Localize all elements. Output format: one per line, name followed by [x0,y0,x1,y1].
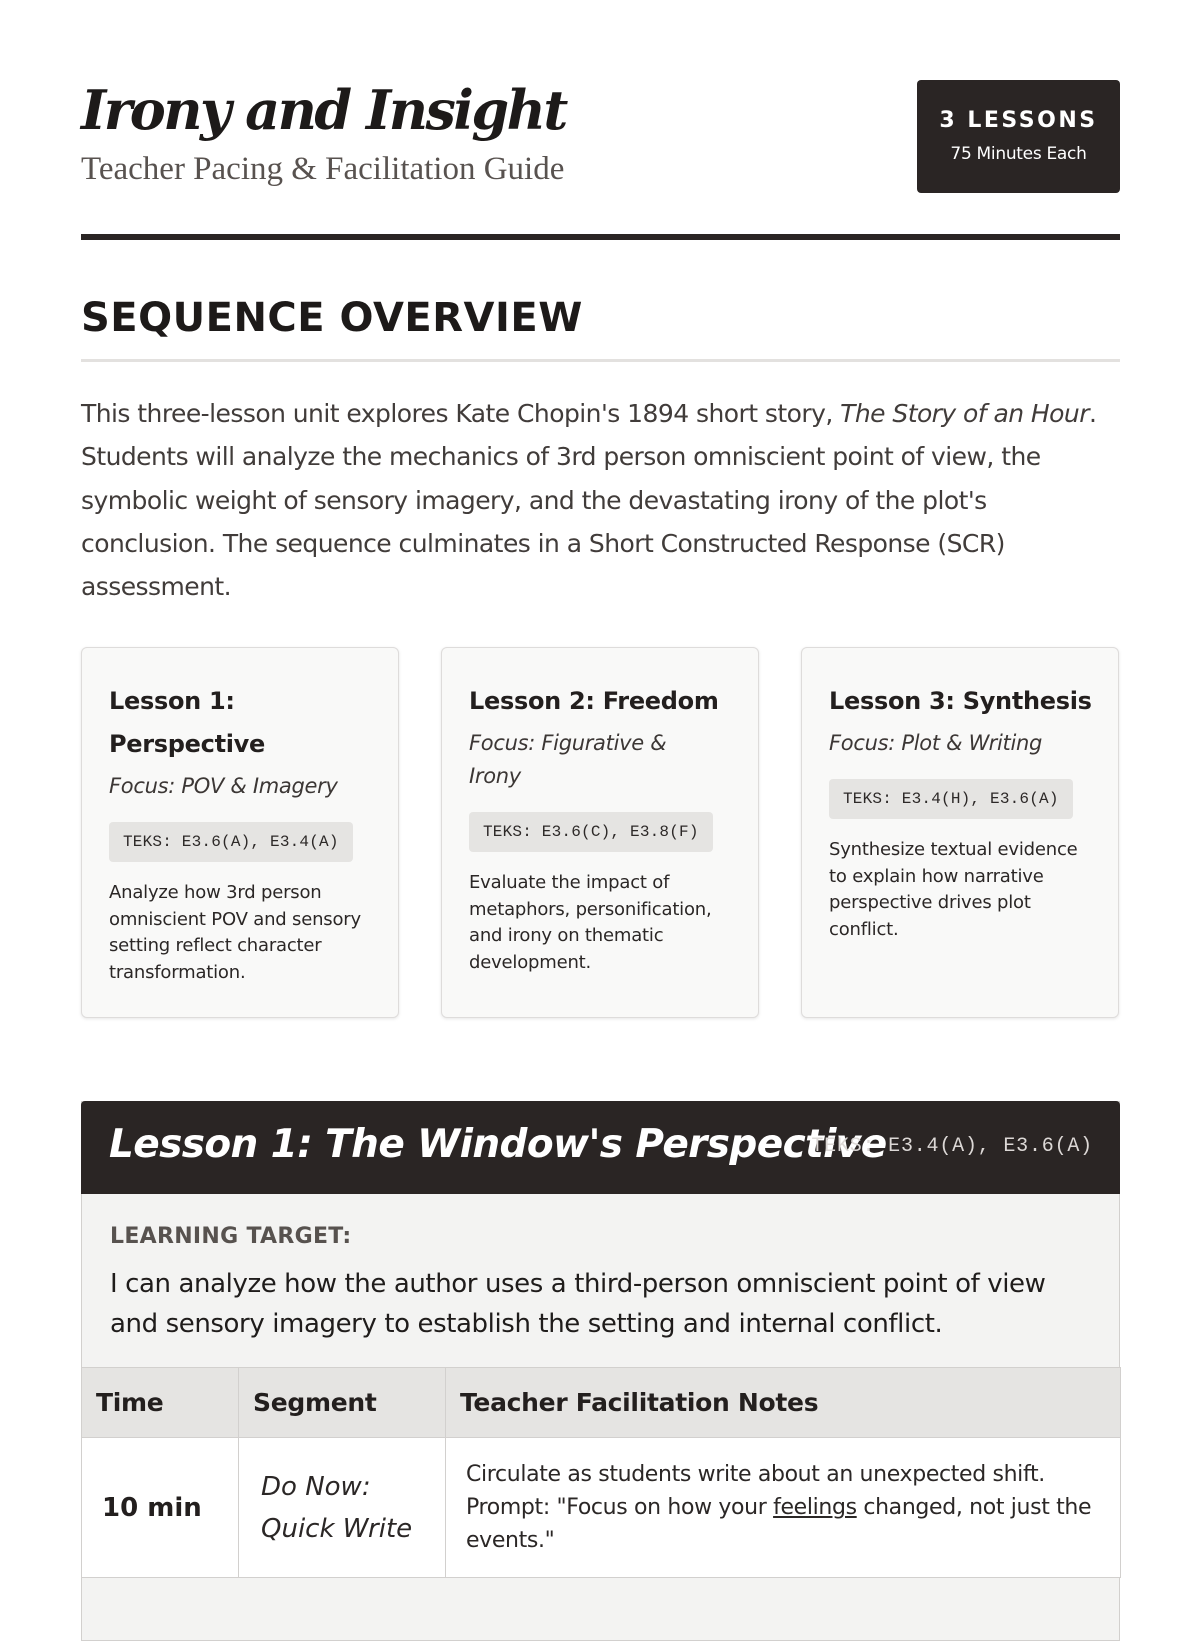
guide-page [81,0,1120,1553]
cell-time: 10 min [82,1438,239,1578]
table-row [82,1438,1121,1578]
notes-text: Circulate as students write about an unexpected shift. Prompt: "Focus on how your [466,1462,1045,1520]
overview-text-intro: This three-lesson unit explores Kate Chopin's 1894 short story, [81,399,841,428]
lesson-1-section [81,1101,1120,1641]
learning-target-label: LEARNING TARGET: [110,1224,352,1249]
lesson-card-title: Lesson 2: Freedom [469,687,719,715]
document-header [81,0,1120,242]
lesson-card-2 [441,647,759,1018]
document-title: Irony and Insight [81,78,566,142]
lesson-card-title [109,680,372,766]
lesson-card-teks: TEKS: E3.6(C), E3.8(F) [469,812,713,852]
badge-lesson-count: 3 LESSONS [939,108,1098,133]
overview-text-body: . Students will analyze the mechanics of 3rd person omniscient point of view, the symbolic weight of sensory imagery, and the devastating irony of the plot's conclusion. The sequence culminates in a Short Constructed Response (SCR) assessment. [81,399,1097,602]
header-divider [81,234,1120,240]
document-subtitle: Teacher Pacing & Facilitation Guide [81,151,565,187]
column-header-time: Time [82,1368,239,1438]
notes-emphasis: feelings [773,1495,857,1520]
badge-lesson-duration: 75 Minutes Each [950,144,1087,164]
lesson-card-focus [469,727,732,793]
story-title: The Story of an Hour [840,399,1089,428]
lesson-card-description: Evaluate the impact of metaphors, personification, and irony on thematic development. [469,872,712,973]
cell-notes [446,1438,1121,1578]
lesson-title: Lesson 1: The Window's Perspective [109,1122,887,1167]
lesson-card-focus: Focus: Plot & Writing [829,731,1043,755]
lesson-card-focus-line: Focus: Figurative & [469,731,667,755]
lesson-count-badge [917,80,1120,193]
notes-text: changed, not just the events." [466,1495,1092,1553]
lesson-card-3 [801,647,1119,1018]
overview-paragraph [81,392,1120,608]
lesson-card-focus: Focus: POV & Imagery [109,774,338,798]
lesson-card-teks: TEKS: E3.4(H), E3.6(A) [829,779,1073,819]
lesson-card-description: Synthesize textual evidence to explain how narrative perspective drives plot conflict. [829,839,1078,940]
overview-divider [81,359,1120,362]
lesson-card-title-line: Perspective [109,730,265,758]
segment-line: Quick Write [261,1513,413,1544]
lesson-card-1 [81,647,399,1018]
lesson-teks: TEKS: E3.4(A), E3.6(A) [811,1135,1093,1158]
lesson-header-bar [81,1101,1120,1194]
cell-segment [239,1438,446,1578]
lesson-card-description: Analyze how 3rd person omniscient POV and sensory setting reflect character transformation. [109,882,361,983]
lesson-card-focus-line: Irony [469,764,521,788]
pacing-table [81,1367,1121,1578]
overview-heading: SEQUENCE OVERVIEW [81,295,583,341]
table-header-row [82,1368,1121,1438]
learning-target-text: I can analyze how the author uses a third-person omniscient point of view and sensory imagery to establish the setting and internal conflict. [110,1269,1046,1339]
segment-line: Do Now: [261,1471,371,1502]
lesson-card-teks: TEKS: E3.6(A), E3.4(A) [109,822,353,862]
column-header-notes: Teacher Facilitation Notes [446,1368,1121,1438]
lesson-card-title-line: Lesson 1: [109,687,235,715]
column-header-segment: Segment [239,1368,446,1438]
lesson-card-title: Lesson 3: Synthesis [829,687,1092,715]
